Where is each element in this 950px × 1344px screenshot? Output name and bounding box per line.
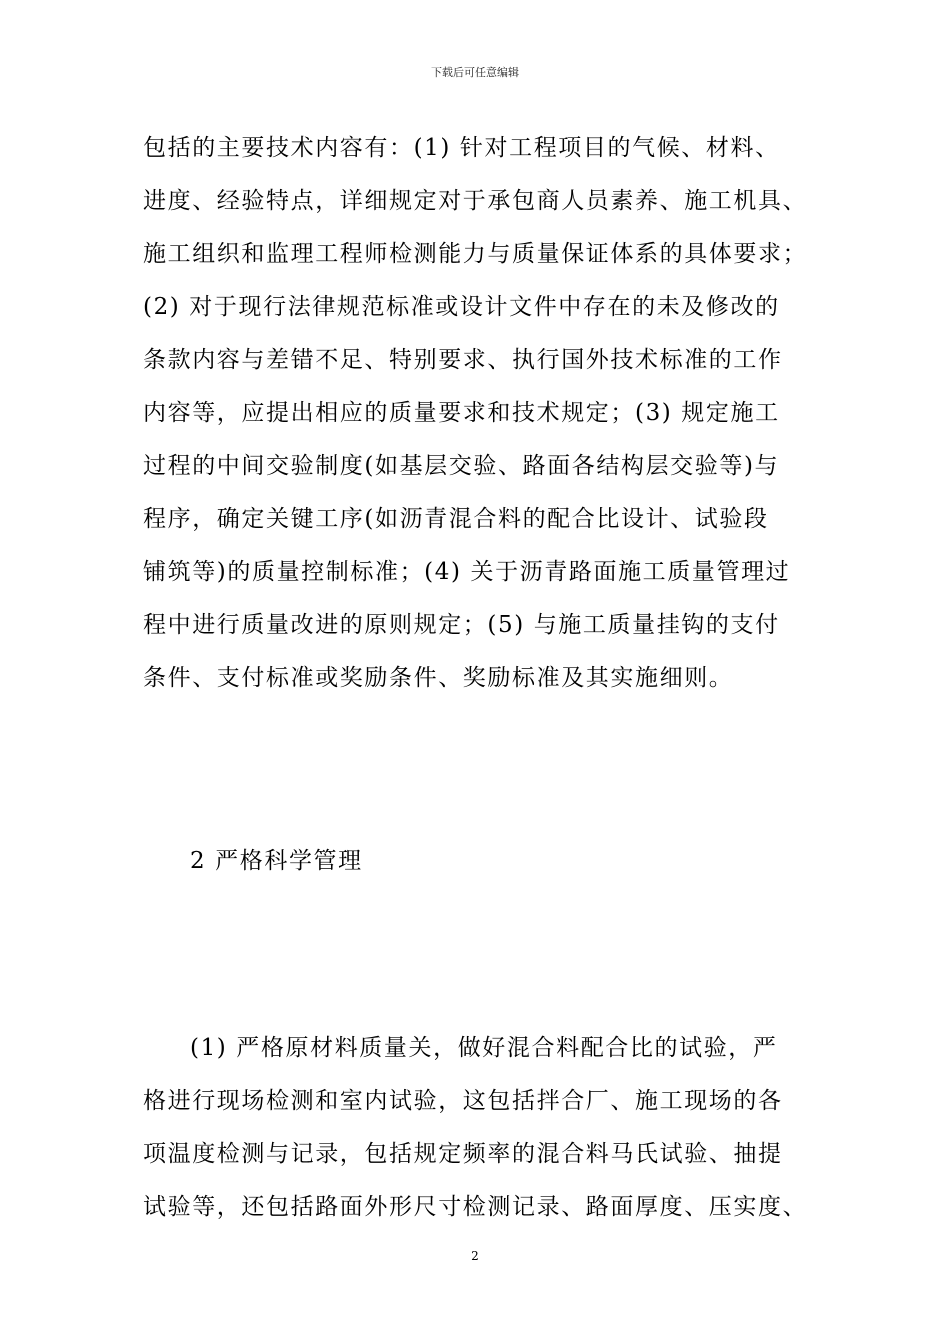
paragraph-line: (2) 对于现行法律规范标准或设计文件中存在的未及修改的 bbox=[143, 294, 780, 320]
page-header: 下载后可任意编辑 bbox=[431, 66, 519, 79]
paragraph-line: (1) 严格原材料质量关，做好混合料配合比的试验，严 bbox=[190, 1035, 778, 1061]
paragraph-line: 项温度检测与记录，包括规定频率的混合料马氏试验、抽提 bbox=[143, 1141, 783, 1167]
paragraph-line: 程序，确定关键工序(如沥青混合料的配合比设计、试验段 bbox=[143, 506, 769, 532]
paragraph-line: 包括的主要技术内容有：(1) 针对工程项目的气候、材料、 bbox=[143, 135, 780, 161]
paragraph-line: 试验等，还包括路面外形尺寸检测记录、路面厚度、压实度、 bbox=[143, 1194, 808, 1220]
paragraph-line: 铺筑等)的质量控制标准；(4) 关于沥青路面施工质量管理过 bbox=[143, 559, 791, 585]
paragraph-line: 条款内容与差错不足、特别要求、执行国外技术标准的工作 bbox=[143, 347, 783, 373]
page-number: 2 bbox=[471, 1249, 479, 1263]
paragraph-line: 格进行现场检测和室内试验，这包括拌合厂、施工现场的各 bbox=[143, 1088, 783, 1114]
paragraph-line: 内容等，应提出相应的质量要求和技术规定；(3) 规定施工 bbox=[143, 400, 780, 426]
paragraph-line: 程中进行质量改进的原则规定；(5) 与施工质量挂钩的支付 bbox=[143, 612, 780, 638]
paragraph-line: 进度、经验特点，详细规定对于承包商人员素养、施工机具、 bbox=[143, 188, 808, 214]
section-heading: 2 严格科学管理 bbox=[190, 848, 363, 874]
paragraph-line: 过程的中间交验制度(如基层交验、路面各结构层交验等)与 bbox=[143, 453, 780, 479]
paragraph-line: 施工组织和监理工程师检测能力与质量保证体系的具体要求； bbox=[143, 241, 808, 267]
paragraph-line: 条件、支付标准或奖励条件、奖励标准及其实施细则。 bbox=[143, 665, 734, 691]
